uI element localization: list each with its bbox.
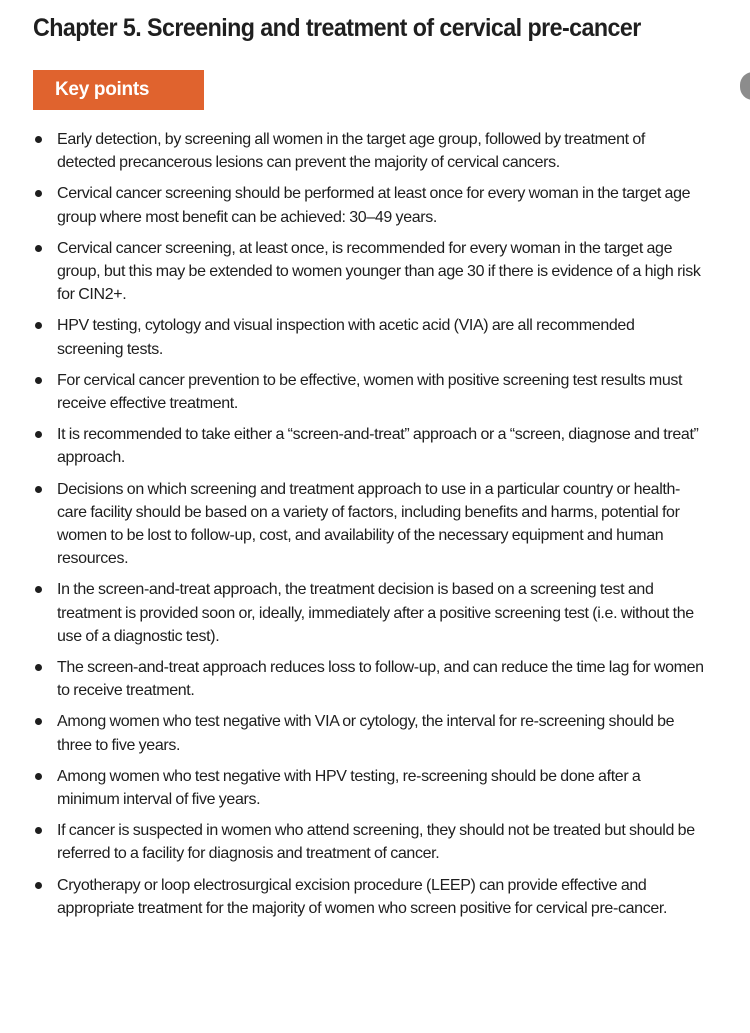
key-point-item xyxy=(0,819,750,865)
key-point-item xyxy=(0,369,750,415)
bullet-icon xyxy=(35,664,42,671)
key-point-item xyxy=(0,128,750,174)
bullet-icon xyxy=(35,190,42,197)
bullet-icon xyxy=(35,136,42,143)
chapter-title: Chapter 5. Screening and treatment of cervical pre-cancer xyxy=(33,14,641,42)
bullet-icon xyxy=(35,486,42,493)
key-point-text: Decisions on which screening and treatment approach to use in a particular country or health-care facility should be based on a variety of factors, including benefits and harms, potential for women to be lost to follow-up, cost, and availability of the necessary equipment and human resources. xyxy=(57,480,681,568)
key-point-item xyxy=(0,710,750,756)
bullet-icon xyxy=(35,718,42,725)
key-points-heading: Key points xyxy=(33,70,204,110)
key-point-text: Cervical cancer screening should be performed at least once for every woman in the target age group where most benefit can be achieved: 30–49 years. xyxy=(57,185,691,226)
key-point-text: It is recommended to take either a “screen-and-treat” approach or a “screen, diagnose and treat” approach. xyxy=(57,426,699,467)
key-point-text: For cervical cancer prevention to be effective, women with positive screening test results must receive effective treatment. xyxy=(57,371,683,413)
key-point-item xyxy=(0,237,750,307)
bullet-icon xyxy=(35,245,42,252)
bullet-icon xyxy=(35,827,42,834)
key-point-item xyxy=(0,874,750,920)
key-point-text: Among women who test negative with HPV testing, re-screening should be done after a minimum interval of five years. xyxy=(57,767,641,809)
key-point-item xyxy=(0,478,750,571)
key-points-list xyxy=(0,128,750,928)
bullet-icon xyxy=(35,431,42,438)
key-point-item xyxy=(0,423,750,469)
key-point-item xyxy=(0,578,750,648)
key-point-item xyxy=(0,182,750,228)
key-point-item xyxy=(0,656,750,702)
key-point-text: HPV testing, cytology and visual inspection with acetic acid (VIA) are all recommended screening tests. xyxy=(57,317,635,358)
key-point-item xyxy=(0,765,750,811)
bullet-icon xyxy=(35,882,42,889)
key-point-item xyxy=(0,314,750,360)
key-point-text: In the screen-and-treat approach, the treatment decision is based on a screening test and treatment is provided soon or, ideally, immediately after a positive screening test (i.e. without the use of a diagnostic test). xyxy=(57,581,694,645)
bullet-icon xyxy=(35,322,42,329)
bullet-icon xyxy=(35,773,42,780)
bullet-icon xyxy=(35,377,42,384)
page-tab-marker xyxy=(740,72,750,100)
key-point-text: Cryotherapy or loop electrosurgical excision procedure (LEEP) can provide effective and appropriate treatment for the majority of women who screen positive for cervical pre-cancer. xyxy=(57,876,668,917)
bullet-icon xyxy=(35,586,42,593)
key-point-text: The screen-and-treat approach reduces loss to follow-up, and can reduce the time lag for women to receive treatment. xyxy=(57,659,704,700)
key-point-text: Cervical cancer screening, at least once, is recommended for every woman in the target age group, but this may be extended to women younger than age 30 if there is evidence of a high risk for CIN2+. xyxy=(57,239,701,304)
key-point-text: If cancer is suspected in women who attend screening, they should not be treated but should be referred to a facility for diagnosis and treatment of cancer. xyxy=(57,822,695,863)
key-point-text: Early detection, by screening all women in the target age group, followed by treatment of detected precancerous lesions can prevent the majority of cervical cancers. xyxy=(57,131,645,172)
key-point-text: Among women who test negative with VIA or cytology, the interval for re-screening should be three to five years. xyxy=(57,713,675,754)
